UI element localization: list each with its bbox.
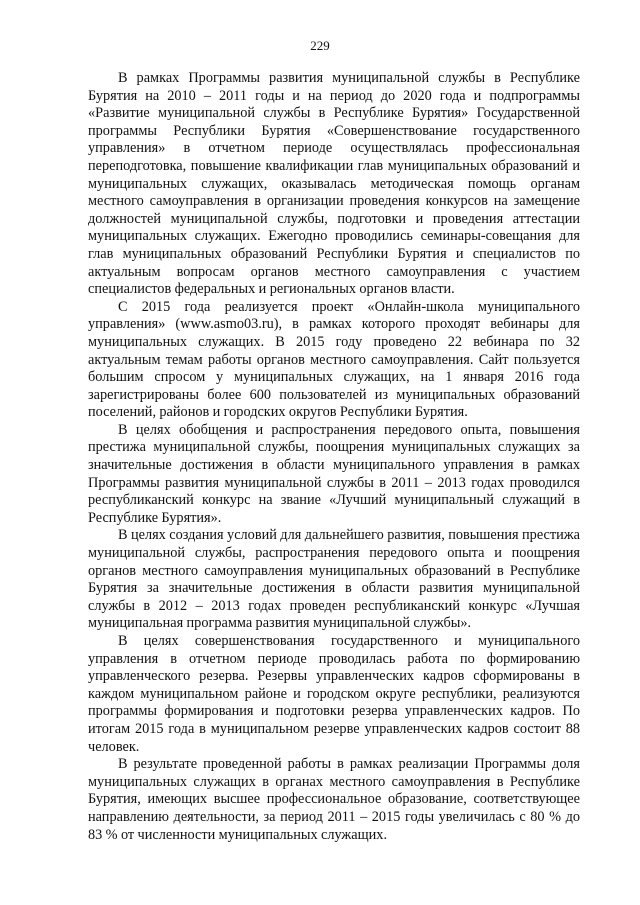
paragraph-best-program-contest: В целях создания условий для дальнейшего развития, повышения престижа муниципальной службы, распространения передового опыта и поощрения органов местного самоуправления муниципальных образований в Республике Бурятия за значительные достижения в области развития муниципальной службы в 2012 – 2013 годах проведен республиканский конкурс «Лучшая муниципальная программа развития муниципальной службы». — [88, 527, 580, 632]
paragraph-management-reserve: В целях совершенствования государственного и муниципального управления в отчетном периоде проводилась работа по формированию управленческого резерва. Резервы управленческих кадров сформированы в каждом муниципальном районе и городском округе республики, реализуются программы формирования и подготовки резерва управленческих кадров. По итогам 2015 года в муниципальном резерве управленческих кадров состоит 88 человек. — [88, 633, 580, 755]
paragraph-results: В результате проведенной работы в рамках реализации Программы доля муниципальных служащих в органах местного самоуправления в Республике Бурятия, имеющих высшее профессиональное образование, соответствующее направлению деятельности, за период 2011 – 2015 годы увеличилась с 80 % до 83 % от численности муниципальных служащих. — [88, 756, 580, 843]
paragraph-best-employee-contest: В целях обобщения и распространения передового опыта, повышения престижа муниципальной службы, поощрения муниципальных служащих за значительные достижения в области муниципального управления в рамках Программы развития муниципальной службы в 2011 – 2013 годах проводился республиканский конкурс на звание «Лучший муниципальный служащий в Республике Бурятия». — [88, 421, 580, 526]
page-number: 229 — [310, 38, 330, 53]
paragraph-online-school: С 2015 года реализуется проект «Онлайн-школа муниципального управления» (www.asmo03.ru), в рамках которого проходят вебинары для муниципальных служащих. В 2015 году проведено 22 вебинара по 32 актуальным темам работы органов местного самоуправления. Сайт пользуется большим спросом у муниципальных служащих, на 1 января 2016 года зарегистрированы более 600 пользователей из муниципальных образований поселений, районов и городских округов Республики Бурятия. — [88, 298, 580, 421]
paragraph-municipal-service-program: В рамках Программы развития муниципальной службы в Республике Бурятия на 2010 – 2011 годы и на период до 2020 года и подпрограммы «Развитие муниципальной службы в Республике Бурятия» Государственной программы Республики Бурятия «Совершенствование государственного управления» в отчетном периоде осуществлялась профессиональная переподготовка, повышение квалификации глав муниципальных образований и муниципальных служащих, оказывалась методическая помощь органам местного самоуправления в организации проведения конкурсов на замещение должностей муниципальной службы, подготовки и проведения аттестации муниципальных служащих. Ежегодно проводились семинары-совещания для глав муниципальных образований Республики Бурятия и специалистов по актуальным вопросам органов местного самоуправления с участием специалистов федеральных и региональных органов власти. — [88, 70, 580, 298]
page-body — [88, 70, 580, 844]
